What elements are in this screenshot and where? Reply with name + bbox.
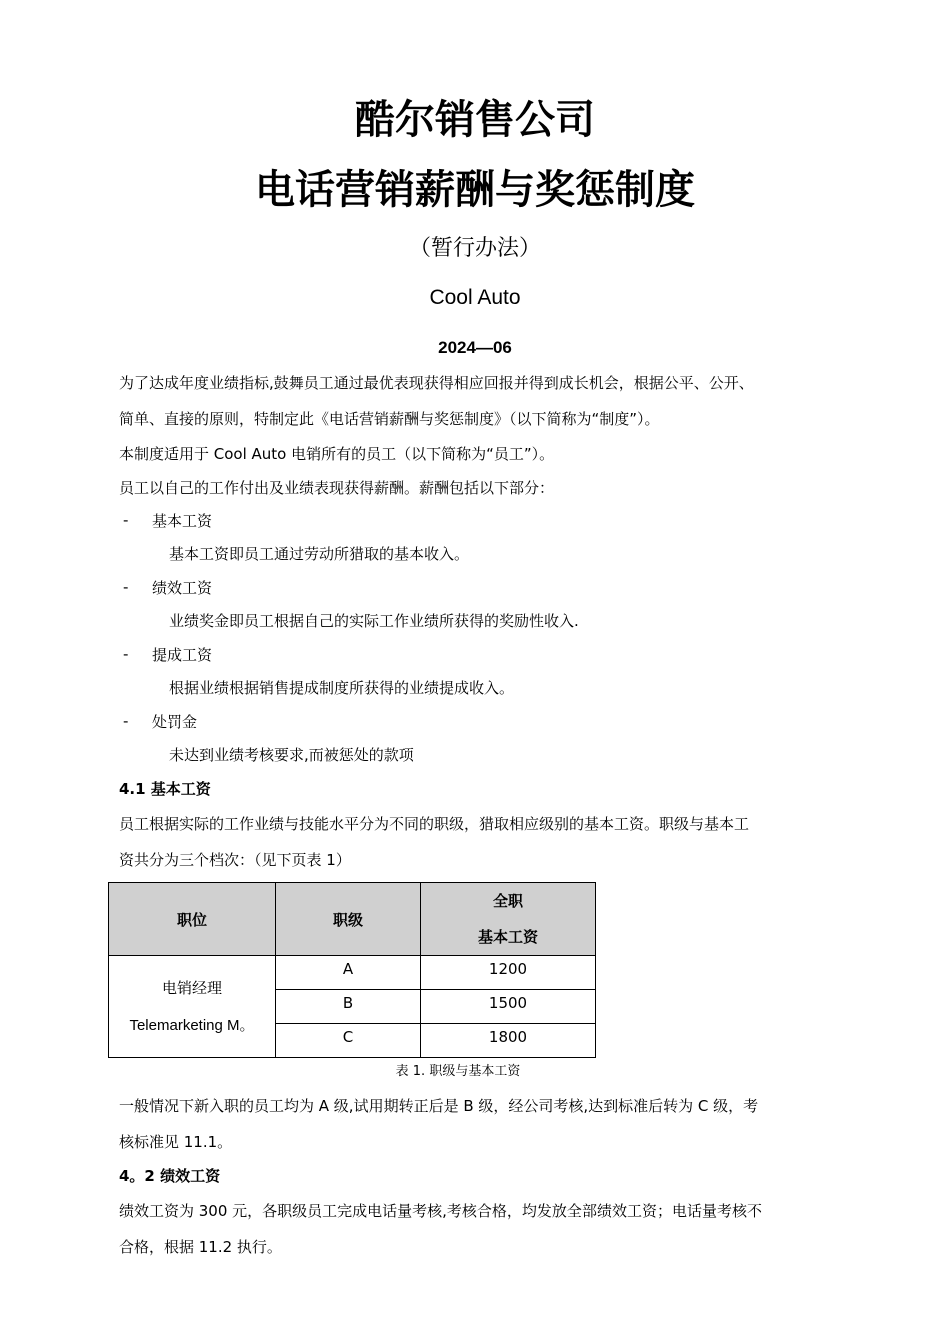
position-name-en: Telemarketing M。 bbox=[129, 1016, 255, 1034]
position-cell bbox=[109, 956, 276, 1058]
header-position: 职位 bbox=[109, 883, 276, 956]
header-salary bbox=[421, 883, 596, 956]
header-salary-line2: 基本工资 bbox=[477, 928, 538, 946]
salary-grade-table bbox=[108, 882, 596, 1058]
table-caption: 表 1. 职级与基本工资 bbox=[395, 1064, 521, 1079]
list-bullet: - bbox=[123, 645, 129, 663]
section-paragraph-line: 合格，根据 11.2 执行。 bbox=[119, 1238, 282, 1256]
grade-note-line: 一般情况下新入职的员工均为 A 级,试用期转正后是 B 级，经公司考核,达到标准后转为 C 级，考 bbox=[119, 1097, 759, 1115]
list-item-description: 基本工资即员工通过劳动所猎取的基本收入。 bbox=[169, 545, 470, 563]
intro-paragraph-line: 简单、直接的原则，特制定此《电话营销薪酬与奖惩制度》（以下简称为“制度”）。 bbox=[119, 410, 660, 428]
section-heading-base-salary: 4.1 基本工资 bbox=[119, 780, 211, 798]
list-bullet: - bbox=[123, 712, 129, 730]
document-subtitle: （暂行办法） bbox=[408, 236, 541, 261]
document-title: 电话营销薪酬与奖惩制度 bbox=[255, 167, 695, 213]
list-item-title: 提成工资 bbox=[152, 646, 213, 664]
list-bullet: - bbox=[123, 578, 129, 596]
intro-paragraph-line: 为了达成年度业绩指标,鼓舞员工通过最优表现获得相应回报并得到成长机会，根据公平、公开、 bbox=[119, 374, 754, 392]
table-header-row bbox=[109, 883, 596, 956]
salary-cell: 1500 bbox=[421, 990, 596, 1024]
list-item-description: 业绩奖金即员工根据自己的实际工作业绩所获得的奖励性收入. bbox=[169, 612, 579, 630]
salary-cell: 1200 bbox=[421, 956, 596, 990]
scope-paragraph: 本制度适用于 Cool Auto 电销所有的员工（以下简称为“员工”）。 bbox=[119, 445, 555, 463]
list-item-title: 绩效工资 bbox=[152, 579, 213, 597]
table-row bbox=[109, 956, 596, 990]
list-bullet: - bbox=[123, 511, 129, 529]
list-item-title: 处罚金 bbox=[152, 713, 198, 731]
header-salary-line1: 全职 bbox=[492, 892, 523, 910]
section-paragraph-line: 员工根据实际的工作业绩与技能水平分为不同的职级，猎取相应级别的基本工资。职级与基本工 bbox=[119, 815, 750, 833]
section-paragraph-line: 资共分为三个档次：（见下页表 1） bbox=[119, 851, 351, 869]
salary-intro-paragraph: 员工以自己的工作付出及业绩表现获得薪酬。薪酬包括以下部分： bbox=[119, 479, 555, 497]
list-item-description: 未达到业绩考核要求,而被惩处的款项 bbox=[169, 746, 414, 764]
grade-cell: A bbox=[276, 956, 421, 990]
list-item-title: 基本工资 bbox=[152, 512, 213, 530]
grade-cell: B bbox=[276, 990, 421, 1024]
brand-name: Cool Auto bbox=[429, 286, 521, 309]
salary-cell: 1800 bbox=[421, 1024, 596, 1058]
section-paragraph-line: 绩效工资为 300 元，各职级员工完成电话量考核,考核合格，均发放全部绩效工资；电话量考核不 bbox=[119, 1202, 762, 1220]
document-date: 2024—06 bbox=[438, 338, 512, 357]
company-title: 酷尔销售公司 bbox=[355, 97, 595, 143]
position-name-cn: 电销经理 bbox=[161, 978, 222, 997]
section-heading-performance-pay: 4。2 绩效工资 bbox=[119, 1167, 221, 1185]
header-grade: 职级 bbox=[276, 883, 421, 956]
grade-cell: C bbox=[276, 1024, 421, 1058]
list-item-description: 根据业绩根据销售提成制度所获得的业绩提成收入。 bbox=[169, 679, 515, 697]
grade-note-line: 核标准见 11.1。 bbox=[119, 1133, 233, 1151]
